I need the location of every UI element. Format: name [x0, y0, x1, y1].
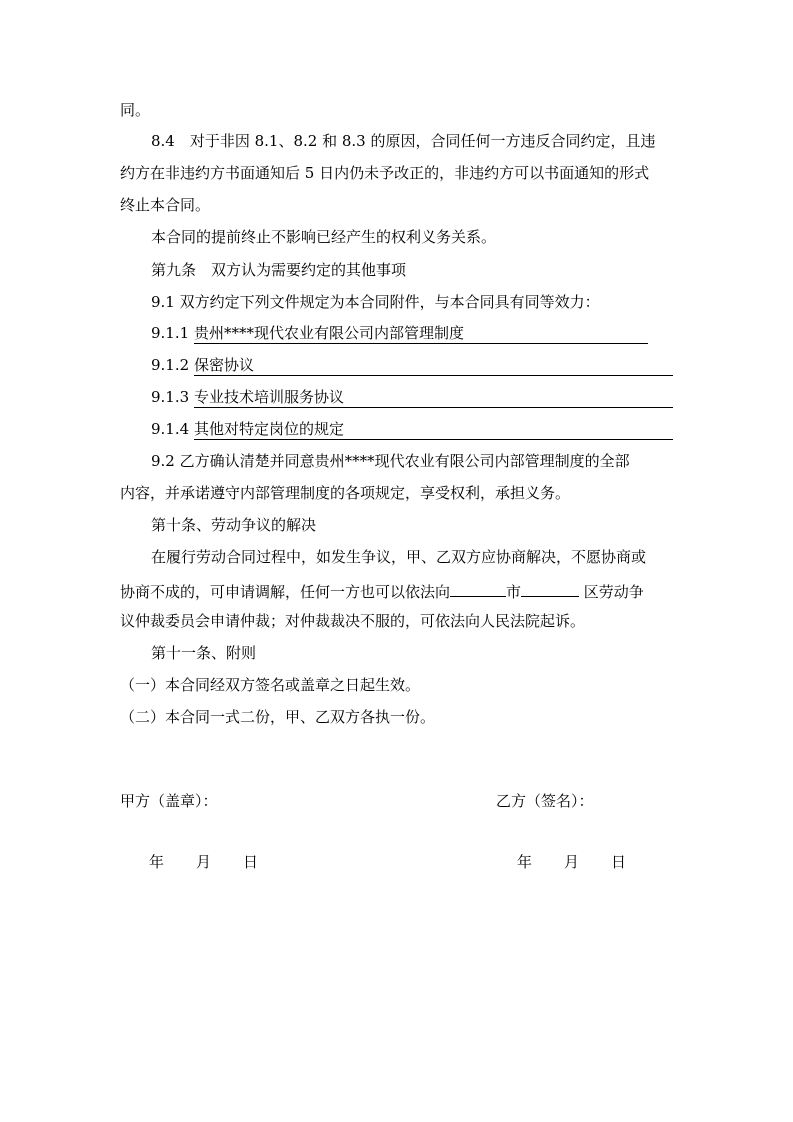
dispute-line2 [120, 579, 644, 599]
date-day: 日 [243, 853, 259, 871]
clause-9-1: 9.1 双方约定下列文件规定为本合同附件，与本合同具有同等效力： [151, 293, 600, 311]
dispute-line1: 在履行劳动合同过程中，如发生争议，甲、乙双方应协商解决，不愿协商或 [151, 548, 647, 566]
date-month: 月 [196, 853, 212, 871]
attachment-number: 9.1.4 [151, 420, 194, 438]
attachment-number: 9.1.1 [151, 324, 194, 342]
clause-8-4-line1: 8.4 对于非因 8.1、8.2 和 8.3 的原因，合同任何一方违反合同约定，且违 [151, 132, 656, 150]
party-a-seal-label: 甲方（盖章）： [120, 792, 218, 810]
attachment-name: 保密协议 [194, 356, 673, 376]
attachment-name: 其他对特定岗位的规定 [194, 420, 673, 440]
article-11-heading: 第十一条、附则 [151, 644, 257, 662]
date-year: 年 [517, 853, 533, 871]
party-a-date [149, 852, 290, 872]
attachment-9-1-1 [151, 323, 648, 343]
paragraph-line: 同。 [120, 101, 151, 119]
date-day: 日 [611, 853, 627, 871]
date-month: 月 [564, 853, 580, 871]
clause-9-2-line2: 内容，并承诺遵守内部管理制度的各项规定，享受权利，承担义务。 [120, 484, 571, 502]
termination-note: 本合同的提前终止不影响已经产生的权利义务关系。 [151, 228, 497, 246]
article-10-heading: 第十条、劳动争议的解决 [151, 516, 317, 534]
attachment-9-1-4 [151, 419, 673, 439]
provision-1: （一）本合同经双方签名或盖章之日起生效。 [120, 676, 421, 694]
city-blank-field [450, 579, 506, 597]
district-blank-field [521, 579, 579, 597]
attachment-9-1-2 [151, 355, 673, 375]
dispute-line3: 议仲裁委员会申请仲裁；对仲裁裁决不服的，可依法向人民法院起诉。 [120, 612, 586, 630]
dispute-text: 协商不成的，可申请调解，任何一方也可以依法向 [120, 583, 451, 601]
clause-9-2-line1: 9.2 乙方确认清楚并同意贵州****现代农业有限公司内部管理制度的全部 [151, 452, 630, 470]
attachment-name: 专业技术培训服务协议 [194, 388, 673, 408]
provision-2: （二）本合同一式二份，甲、乙双方各执一份。 [120, 708, 436, 726]
city-label: 市 [506, 583, 522, 601]
district-label: 区劳动争 [579, 583, 644, 601]
attachment-number: 9.1.3 [151, 388, 194, 406]
party-b-signature-label: 乙方（签名）： [496, 792, 594, 810]
clause-8-4-line3: 终止本合同。 [120, 196, 211, 214]
attachment-name: 贵州****现代农业有限公司内部管理制度 [194, 324, 648, 344]
date-year: 年 [149, 853, 165, 871]
clause-8-4-line2: 约方在非违约方书面通知后 5 日内仍未予改正的，非违约方可以书面通知的形式 [120, 164, 650, 182]
attachment-9-1-3 [151, 387, 673, 407]
attachment-number: 9.1.2 [151, 356, 194, 374]
article-9-heading: 第九条 双方认为需要约定的其他事项 [151, 261, 407, 279]
party-b-date [517, 852, 658, 872]
